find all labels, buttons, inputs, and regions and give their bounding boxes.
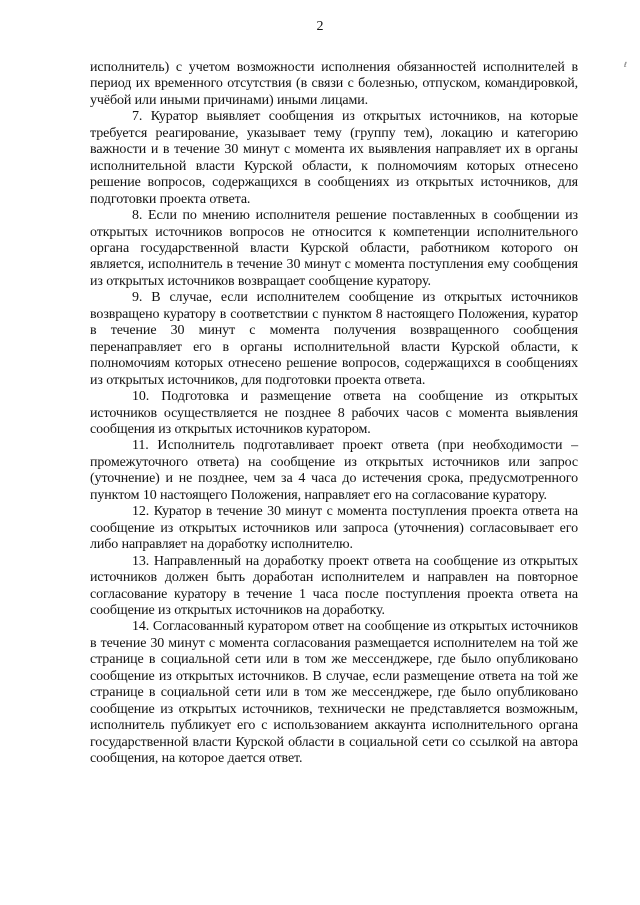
- paragraph-10: 10. Подготовка и размещение ответа на сообщение из открытых источников осуществляется не позднее 8 рабочих часов с момента выявления сообщения из открытых источников куратором.: [90, 389, 578, 437]
- document-body: [90, 60, 578, 767]
- paragraph-11: 11. Исполнитель подготавливает проект ответа (при необходимости – промежуточного ответа) на сообщение из открытых источников или запрос (уточнение) и не позднее, чем за 4 часа до истечения срока, предусмотренного пунктом 10 настоящего Положения, направляет его на согласование куратору.: [90, 438, 578, 503]
- margin-mark: ℓ: [624, 61, 627, 69]
- paragraph-12: 12. Куратор в течение 30 минут с момента поступления проекта ответа на сообщение из открытых источников или запроса (уточнения) согласовывает его либо направляет на доработку исполнителю.: [90, 504, 578, 553]
- paragraph-continuation: исполнитель) с учетом возможности исполнения обязанностей исполнителей в период их временного отсутствия (в связи с болезнью, отпуском, командировкой, учёбой или иными причинами) иными лицами.: [90, 60, 578, 108]
- paragraph-14: 14. Согласованный куратором ответ на сообщение из открытых источников в течение 30 минут с момента согласования размещается исполнителем на той же странице в социальной сети или в том же мессенджере, где было опубликовано сообщение из открытых источников. В случае, если размещение ответа на той же странице в социальной сети или в том же мессенджере, где было опубликовано сообщение из открытых источников, технически не представляется возможным, исполнитель публикует его с использованием аккаунта исполнительного органа государственной власти Курской области в социальной сети со ссылкой на автора сообщения, на которое дается ответ.: [90, 619, 578, 767]
- paragraph-9: 9. В случае, если исполнителем сообщение из открытых источников возвращено куратору в соответствии с пунктом 8 настоящего Положения, куратор в течение 30 минут с момента получения возвращенного сообщения перенаправляет его в органы исполнительной власти Курской области, к полномочиям которых отнесено решение вопросов, содержащихся в сообщениях из открытых источников, для подготовки проекта ответа.: [90, 290, 578, 388]
- paragraph-7: 7. Куратор выявляет сообщения из открытых источников, на которые требуется реагирование, указывает тему (группу тем), локацию и категорию важности и в течение 30 минут с момента их выявления направляет их в органы исполнительной власти Курской области, к полномочиям которых отнесено решение вопросов, содержащихся в сообщениях из открытых источников, для подготовки проекта ответа.: [90, 109, 578, 207]
- paragraph-13: 13. Направленный на доработку проект ответа на сообщение из открытых источников должен быть доработан исполнителем и направлен на повторное согласование куратору в течение 1 часа после поступления проекта ответа на сообщение из открытых источников на доработку.: [90, 553, 578, 618]
- paragraph-8: 8. Если по мнению исполнителя решение поставленных в сообщении из открытых источников вопросов не относится к компетенции исполнительного органа государственной власти Курской области, работником которого он является, исполнитель в течение 30 минут с момента поступления ему сообщения из открытых источников возвращает сообщение куратору.: [90, 208, 578, 289]
- page-number: 2: [316, 19, 324, 34]
